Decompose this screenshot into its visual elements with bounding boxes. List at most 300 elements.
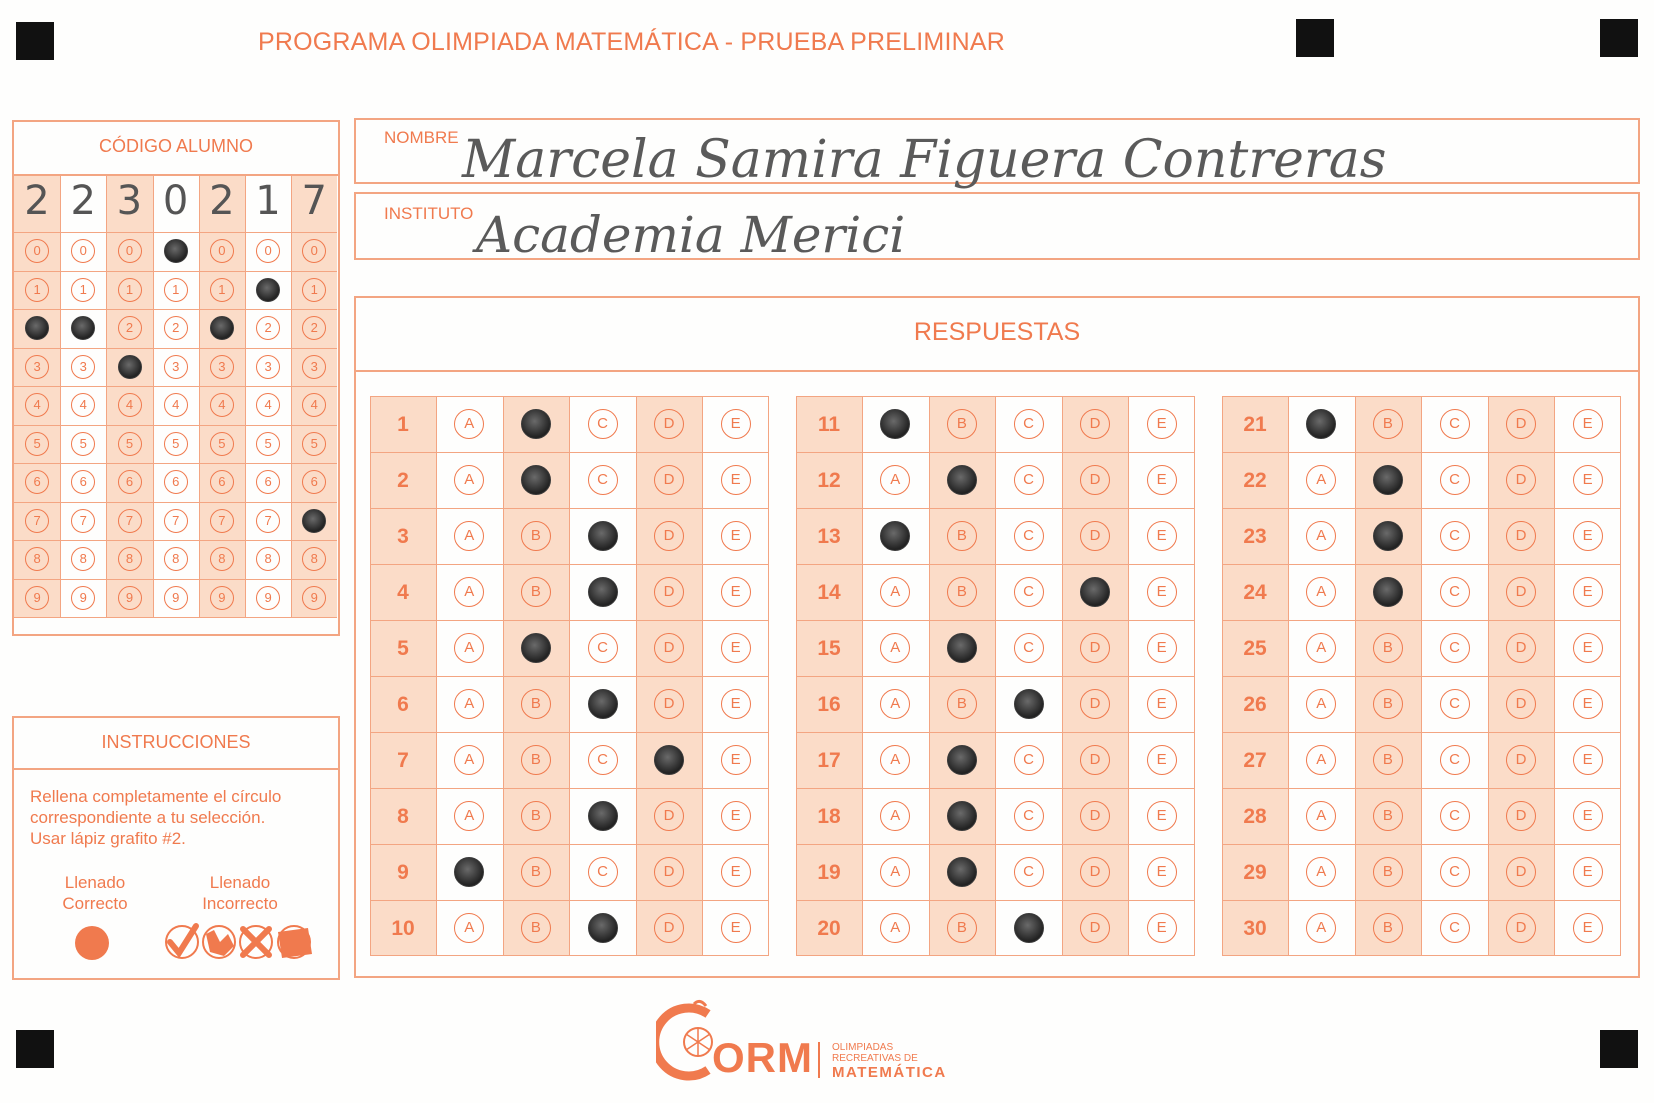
answer-bubble[interactable]: D	[1506, 689, 1536, 719]
answer-bubble[interactable]: E	[1573, 857, 1603, 887]
answer-bubble[interactable]: C	[588, 745, 618, 775]
incorrect-fill-label	[180, 872, 300, 914]
code-bubble[interactable]: 3	[210, 355, 234, 379]
code-bubble[interactable]: 1	[302, 278, 326, 302]
answer-bubble[interactable]	[521, 409, 551, 439]
code-bubble[interactable]: 0	[25, 239, 49, 263]
code-bubble[interactable]: 5	[25, 432, 49, 456]
code-bubble[interactable]: 0	[118, 239, 142, 263]
answer-bubble[interactable]: E	[721, 857, 751, 887]
answer-bubble[interactable]	[1373, 465, 1403, 495]
code-bubble[interactable]: 5	[164, 432, 188, 456]
answer-bubble[interactable]: B	[1373, 633, 1403, 663]
answer-bubble[interactable]: E	[1573, 409, 1603, 439]
answer-bubble[interactable]: C	[1014, 745, 1044, 775]
answer-bubble[interactable]: A	[880, 689, 910, 719]
answer-bubble[interactable]: A	[880, 913, 910, 943]
instructions-header: INSTRUCCIONES	[101, 732, 251, 752]
answer-bubble[interactable]: A	[454, 577, 484, 607]
answer-bubble[interactable]: B	[947, 521, 977, 551]
answer-bubble[interactable]: A	[880, 465, 910, 495]
question-number: 10	[391, 917, 415, 940]
incorrect-fill-examples-icon	[164, 920, 316, 964]
answer-bubble[interactable]: B	[521, 913, 551, 943]
code-bubble[interactable]: 3	[164, 355, 188, 379]
answer-bubble[interactable]	[947, 857, 977, 887]
code-bubble[interactable]: 8	[164, 547, 188, 571]
answer-bubble[interactable]: C	[1014, 521, 1044, 551]
answer-bubble[interactable]: D	[1506, 577, 1536, 607]
grid-line	[796, 844, 1195, 845]
answer-bubble[interactable]	[521, 465, 551, 495]
answer-bubble[interactable]: D	[1080, 689, 1110, 719]
answer-bubble[interactable]: D	[1080, 465, 1110, 495]
answer-bubble[interactable]: D	[1080, 521, 1110, 551]
grid-line	[1222, 788, 1621, 789]
answer-bubble[interactable]: B	[521, 577, 551, 607]
answer-bubble[interactable]: C	[588, 409, 618, 439]
code-bubble[interactable]: 1	[118, 278, 142, 302]
answer-bubble[interactable]: A	[880, 745, 910, 775]
grid-line	[1222, 452, 1621, 453]
answer-bubble[interactable]: E	[1573, 521, 1603, 551]
code-bubble[interactable]: 4	[164, 393, 188, 417]
code-bubble[interactable]: 8	[302, 547, 326, 571]
code-bubble[interactable]	[210, 316, 234, 340]
answer-bubble[interactable]: D	[1506, 913, 1536, 943]
code-bubble[interactable]: 0	[302, 239, 326, 263]
code-digit-handwritten: 2	[209, 178, 235, 224]
answer-bubble[interactable]: B	[521, 745, 551, 775]
answer-bubble[interactable]	[1014, 913, 1044, 943]
code-bubble[interactable]: 2	[118, 316, 142, 340]
question-number: 25	[1243, 637, 1267, 660]
answer-bubble[interactable]: D	[1506, 745, 1536, 775]
question-number: 8	[397, 805, 409, 828]
answer-bubble[interactable]: A	[454, 745, 484, 775]
code-bubble[interactable]: 7	[118, 509, 142, 533]
answer-bubble[interactable]: D	[1506, 801, 1536, 831]
answer-bubble[interactable]	[521, 633, 551, 663]
code-bubble[interactable]: 3	[256, 355, 280, 379]
code-bubble[interactable]	[256, 278, 280, 302]
question-number: 15	[817, 637, 841, 660]
answer-bubble[interactable]: E	[1147, 801, 1177, 831]
answer-bubble[interactable]: E	[1573, 801, 1603, 831]
grid-line	[14, 348, 337, 349]
answer-bubble[interactable]: D	[654, 633, 684, 663]
grid-line	[1222, 844, 1621, 845]
answer-bubble[interactable]: D	[1506, 409, 1536, 439]
answer-bubble[interactable]: A	[1306, 801, 1336, 831]
grid-line	[245, 176, 246, 617]
answer-bubble[interactable]	[1373, 577, 1403, 607]
code-bubble[interactable]: 8	[256, 547, 280, 571]
name-value: Marcela Samira Figuera Contreras	[462, 130, 1387, 190]
answer-bubble[interactable]: D	[1080, 913, 1110, 943]
question-number: 14	[817, 581, 841, 604]
code-bubble[interactable]: 8	[71, 547, 95, 571]
answer-bubble[interactable]	[588, 521, 618, 551]
answer-bubble[interactable]: E	[721, 745, 751, 775]
grid-line	[14, 540, 337, 541]
grid-line	[370, 844, 769, 845]
question-number: 11	[817, 413, 841, 436]
answer-bubble[interactable]: E	[721, 689, 751, 719]
answer-bubble[interactable]	[1014, 689, 1044, 719]
code-bubble[interactable]: 2	[164, 316, 188, 340]
answer-bubble[interactable]: E	[721, 633, 751, 663]
code-digit-handwritten: 0	[162, 178, 189, 224]
code-bubble[interactable]: 7	[210, 509, 234, 533]
code-bubble[interactable]: 9	[210, 586, 234, 610]
grid-line	[796, 620, 1195, 621]
answer-bubble[interactable]: E	[1573, 913, 1603, 943]
grid-line	[370, 620, 769, 621]
grid-line	[14, 617, 337, 618]
answer-bubble[interactable]: C	[1440, 577, 1470, 607]
grid-line	[370, 900, 769, 901]
answer-bubble[interactable]: C	[588, 857, 618, 887]
answer-bubble[interactable]: B	[521, 857, 551, 887]
answer-bubble[interactable]: D	[1080, 857, 1110, 887]
code-bubble[interactable]: 6	[164, 470, 188, 494]
code-bubble[interactable]: 4	[25, 393, 49, 417]
answer-bubble[interactable]: C	[1014, 465, 1044, 495]
code-bubble[interactable]: 4	[210, 393, 234, 417]
code-bubble[interactable]: 2	[302, 316, 326, 340]
code-bubble[interactable]: 7	[164, 509, 188, 533]
question-number: 16	[817, 693, 841, 716]
code-bubble[interactable]: 9	[71, 586, 95, 610]
answer-bubble[interactable]: D	[1506, 465, 1536, 495]
grid-line	[796, 676, 1195, 677]
code-bubble[interactable]: 1	[164, 278, 188, 302]
answer-bubble[interactable]: B	[521, 521, 551, 551]
answer-bubble[interactable]: D	[1080, 801, 1110, 831]
question-number: 23	[1243, 525, 1267, 548]
grid-line	[1222, 732, 1621, 733]
registration-mark	[16, 22, 54, 60]
answer-bubble[interactable]: E	[721, 465, 751, 495]
answer-bubble[interactable]: B	[947, 577, 977, 607]
answer-bubble[interactable]: E	[1147, 689, 1177, 719]
registration-mark	[1600, 1030, 1638, 1068]
answer-bubble[interactable]: E	[721, 913, 751, 943]
answer-bubble[interactable]	[947, 801, 977, 831]
answer-bubble[interactable]: A	[454, 633, 484, 663]
answer-bubble[interactable]: C	[1440, 521, 1470, 551]
code-bubble[interactable]: 0	[210, 239, 234, 263]
answer-bubble[interactable]: E	[721, 801, 751, 831]
code-bubble[interactable]: 9	[25, 586, 49, 610]
answer-bubble[interactable]	[947, 633, 977, 663]
answer-bubble[interactable]: C	[1440, 465, 1470, 495]
answer-bubble[interactable]: E	[1147, 913, 1177, 943]
answers-header: RESPUESTAS	[913, 318, 1081, 346]
grid-line	[1222, 900, 1621, 901]
name-label: NOMBRE	[384, 128, 459, 147]
code-bubble[interactable]: 5	[210, 432, 234, 456]
answer-bubble[interactable]: C	[1440, 409, 1470, 439]
divider	[356, 370, 1638, 372]
answer-bubble[interactable]	[1080, 577, 1110, 607]
answer-bubble[interactable]: E	[1147, 409, 1177, 439]
answer-bubble[interactable]	[947, 465, 977, 495]
answer-bubble[interactable]: D	[654, 801, 684, 831]
code-bubble[interactable]: 0	[256, 239, 280, 263]
answer-bubble[interactable]: D	[1080, 409, 1110, 439]
code-bubble[interactable]: 7	[71, 509, 95, 533]
code-bubble[interactable]	[302, 509, 326, 533]
answer-bubble[interactable]: D	[654, 577, 684, 607]
answer-bubble[interactable]: B	[947, 913, 977, 943]
code-bubble[interactable]	[118, 355, 142, 379]
code-bubble[interactable]: 6	[25, 470, 49, 494]
answer-bubble[interactable]: A	[454, 521, 484, 551]
answer-bubble[interactable]: B	[1373, 801, 1403, 831]
answer-bubble[interactable]: E	[721, 409, 751, 439]
answer-bubble[interactable]: E	[1147, 745, 1177, 775]
answer-bubble[interactable]: E	[1573, 689, 1603, 719]
answer-bubble[interactable]: A	[1306, 745, 1336, 775]
code-bubble[interactable]: 6	[118, 470, 142, 494]
code-bubble[interactable]: 6	[210, 470, 234, 494]
answer-bubble[interactable]: A	[1306, 913, 1336, 943]
answer-bubble[interactable]: C	[1440, 913, 1470, 943]
answer-bubble[interactable]	[588, 577, 618, 607]
instructions-line: Usar lápiz grafito #2.	[30, 829, 186, 848]
question-number: 28	[1243, 805, 1267, 828]
code-bubble[interactable]: 8	[25, 547, 49, 571]
grid-line	[796, 564, 1195, 565]
answer-bubble[interactable]: C	[588, 465, 618, 495]
answer-bubble[interactable]: D	[1080, 633, 1110, 663]
answer-bubble[interactable]: E	[1147, 465, 1177, 495]
answer-bubble[interactable]: D	[1080, 745, 1110, 775]
answer-bubble[interactable]: E	[1147, 633, 1177, 663]
answer-bubble[interactable]: D	[654, 689, 684, 719]
code-bubble[interactable]: 9	[164, 586, 188, 610]
answer-bubble[interactable]: A	[1306, 633, 1336, 663]
answer-bubble[interactable]: B	[521, 689, 551, 719]
answer-bubble[interactable]: E	[1147, 857, 1177, 887]
answer-bubble[interactable]: B	[1373, 745, 1403, 775]
logo-subtitle	[832, 1042, 947, 1081]
code-digit-handwritten: 3	[116, 178, 143, 224]
code-bubble[interactable]: 3	[302, 355, 326, 379]
code-digit-handwritten: 1	[255, 178, 281, 224]
answer-bubble[interactable]: A	[454, 689, 484, 719]
code-bubble[interactable]	[164, 239, 188, 263]
answer-bubble[interactable]: A	[1306, 521, 1336, 551]
grid-line	[370, 732, 769, 733]
grid-line	[14, 271, 337, 272]
answer-bubble[interactable]	[588, 913, 618, 943]
grid-line	[796, 508, 1195, 509]
answer-bubble[interactable]: A	[454, 801, 484, 831]
code-bubble[interactable]: 0	[71, 239, 95, 263]
answer-bubble[interactable]: C	[1440, 801, 1470, 831]
code-bubble[interactable]: 4	[71, 393, 95, 417]
answer-bubble[interactable]	[588, 689, 618, 719]
question-number: 4	[397, 581, 409, 604]
registration-mark	[1296, 19, 1334, 57]
grid-line	[796, 732, 1195, 733]
answer-bubble[interactable]: C	[1440, 745, 1470, 775]
logo-line: OLIMPIADAS	[832, 1042, 894, 1053]
grid-line	[291, 176, 292, 617]
question-number: 12	[817, 469, 841, 492]
question-number: 24	[1243, 581, 1267, 604]
answer-bubble[interactable]: C	[1440, 857, 1470, 887]
code-bubble[interactable]: 1	[25, 278, 49, 302]
grid-line	[60, 176, 61, 617]
question-number: 1	[397, 413, 409, 436]
correct-fill-example-icon	[75, 926, 109, 960]
grid-line	[1222, 564, 1621, 565]
question-number: 13	[817, 525, 841, 548]
answer-bubble[interactable]: C	[1440, 689, 1470, 719]
answer-bubble[interactable]: A	[880, 857, 910, 887]
answer-bubble[interactable]: C	[1014, 409, 1044, 439]
answer-bubble[interactable]: D	[1506, 633, 1536, 663]
question-number: 22	[1243, 469, 1267, 492]
answer-bubble[interactable]: E	[721, 521, 751, 551]
logo-divider	[818, 1042, 820, 1078]
answer-bubble[interactable]: D	[654, 521, 684, 551]
answer-bubble[interactable]: A	[880, 801, 910, 831]
question-number: 6	[397, 693, 409, 716]
legend-line: Incorrecto	[202, 894, 278, 913]
answer-bubble[interactable]: C	[1014, 801, 1044, 831]
answer-bubble[interactable]: B	[1373, 913, 1403, 943]
code-bubble[interactable]: 1	[71, 278, 95, 302]
answer-bubble[interactable]: C	[588, 633, 618, 663]
question-number: 30	[1243, 917, 1267, 940]
answer-bubble[interactable]: E	[1573, 633, 1603, 663]
grid-line	[1222, 508, 1621, 509]
code-digit-handwritten: 7	[301, 178, 327, 224]
answer-bubble[interactable]: E	[1147, 577, 1177, 607]
code-bubble[interactable]: 5	[302, 432, 326, 456]
answer-bubble[interactable]: A	[1306, 857, 1336, 887]
question-number: 21	[1243, 413, 1267, 436]
divider	[14, 768, 338, 770]
answer-bubble[interactable]: B	[947, 689, 977, 719]
answer-bubble[interactable]	[588, 801, 618, 831]
code-bubble[interactable]: 5	[71, 432, 95, 456]
code-bubble[interactable]: 3	[71, 355, 95, 379]
grid-line	[370, 508, 769, 509]
code-bubble[interactable]: 9	[256, 586, 280, 610]
answer-bubble[interactable]: D	[654, 409, 684, 439]
answer-bubble[interactable]	[947, 745, 977, 775]
code-bubble[interactable]: 9	[118, 586, 142, 610]
grid-line	[14, 386, 337, 387]
answer-bubble[interactable]: D	[1506, 857, 1536, 887]
code-bubble[interactable]: 7	[25, 509, 49, 533]
code-bubble[interactable]: 3	[25, 355, 49, 379]
code-bubble[interactable]: 5	[118, 432, 142, 456]
answer-bubble[interactable]: B	[947, 409, 977, 439]
grid-line	[153, 176, 154, 617]
answer-bubble[interactable]: C	[1014, 577, 1044, 607]
answer-bubble[interactable]: A	[1306, 689, 1336, 719]
answer-bubble[interactable]: C	[1014, 857, 1044, 887]
answer-bubble[interactable]: D	[654, 913, 684, 943]
code-bubble[interactable]: 7	[256, 509, 280, 533]
answer-bubble[interactable]: E	[721, 577, 751, 607]
code-digit-handwritten: 2	[70, 178, 96, 224]
code-bubble[interactable]: 6	[256, 470, 280, 494]
code-bubble[interactable]: 5	[256, 432, 280, 456]
grid-line	[796, 900, 1195, 901]
institute-value: Academia Merici	[476, 206, 906, 264]
answer-bubble[interactable]: D	[1506, 521, 1536, 551]
answer-bubble[interactable]: A	[1306, 465, 1336, 495]
answer-bubble[interactable]: D	[654, 857, 684, 887]
answer-bubble[interactable]: B	[1373, 689, 1403, 719]
code-bubble[interactable]: 2	[256, 316, 280, 340]
code-bubble[interactable]: 6	[302, 470, 326, 494]
question-number: 3	[397, 525, 409, 548]
answer-bubble[interactable]: B	[521, 801, 551, 831]
code-bubble[interactable]: 9	[302, 586, 326, 610]
grid-line	[14, 232, 337, 233]
code-bubble[interactable]: 1	[210, 278, 234, 302]
answer-bubble[interactable]: B	[1373, 857, 1403, 887]
legend-line: Correcto	[62, 894, 128, 913]
institute-label: INSTITUTO	[384, 204, 474, 223]
code-bubble[interactable]: 4	[118, 393, 142, 417]
answer-bubble[interactable]: A	[454, 913, 484, 943]
grid-line	[796, 788, 1195, 789]
logo-letters: ORM	[712, 1034, 813, 1081]
grid-line	[370, 788, 769, 789]
answer-bubble[interactable]: A	[1306, 577, 1336, 607]
answer-bubble[interactable]: D	[654, 465, 684, 495]
answer-bubble[interactable]: E	[1147, 521, 1177, 551]
answer-bubble[interactable]: A	[880, 577, 910, 607]
answer-bubble[interactable]: A	[454, 465, 484, 495]
code-bubble[interactable]: 8	[118, 547, 142, 571]
question-number: 20	[817, 917, 841, 940]
question-number: 27	[1243, 749, 1267, 772]
code-digit-handwritten: 2	[24, 178, 50, 224]
answer-bubble[interactable]: E	[1573, 745, 1603, 775]
answer-bubble[interactable]	[654, 745, 684, 775]
answer-bubble[interactable]: B	[1373, 409, 1403, 439]
answer-bubble[interactable]: E	[1573, 465, 1603, 495]
code-bubble[interactable]: 4	[256, 393, 280, 417]
answer-bubble[interactable]: A	[880, 633, 910, 663]
logo-line: RECREATIVAS DE	[832, 1053, 918, 1064]
code-bubble[interactable]: 4	[302, 393, 326, 417]
grid-line	[1222, 676, 1621, 677]
legend-line: Llenado	[64, 873, 126, 892]
code-bubble[interactable]: 8	[210, 547, 234, 571]
question-number: 2	[397, 469, 409, 492]
answer-bubble[interactable]	[1373, 521, 1403, 551]
answer-bubble[interactable]: A	[454, 409, 484, 439]
code-bubble[interactable]: 6	[71, 470, 95, 494]
grid-line	[14, 309, 337, 310]
question-number: 7	[397, 749, 409, 772]
answer-bubble[interactable]: E	[1573, 577, 1603, 607]
answer-bubble[interactable]: C	[1440, 633, 1470, 663]
answer-bubble[interactable]: C	[1014, 633, 1044, 663]
